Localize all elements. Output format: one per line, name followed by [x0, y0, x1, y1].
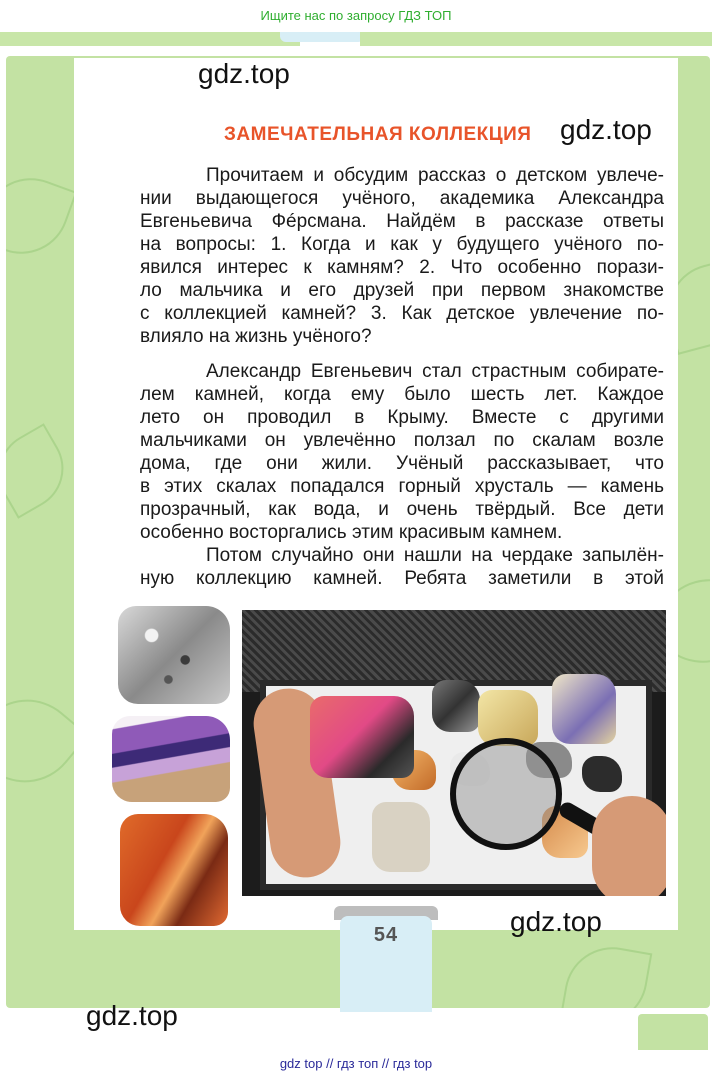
right-hand [592, 796, 666, 896]
rock [432, 680, 480, 732]
banner-text[interactable]: Ищите нас по запросу ГДЗ ТОП [260, 8, 452, 23]
fluorite-stone-image [112, 716, 230, 802]
blue-tab-top [280, 32, 364, 42]
text-line: Евгеньевича Фéрсмана. Найдём в рассказе ответы [140, 211, 664, 232]
jasper-stone-image [120, 814, 228, 926]
section-title: ЗАМЕЧАТЕЛЬНАЯ КОЛЛЕКЦИЯ [224, 124, 532, 145]
green-edge-left [0, 32, 300, 46]
top-page-edge [0, 32, 712, 46]
text-line: дома, где они жили. Учёный рассказывает, что [140, 453, 664, 474]
story-paragraph [140, 360, 664, 544]
watermark: gdz.top [560, 114, 652, 145]
leaf-decoration [560, 940, 653, 1008]
green-edge-right [360, 32, 712, 46]
top-banner[interactable] [0, 0, 712, 32]
rock [552, 674, 616, 744]
green-edge-bottom [638, 1014, 708, 1050]
page-content [74, 58, 678, 930]
text-line: Потом случайно они нашли на чердаке запылён- [206, 545, 664, 566]
text-line: мальчиками он увлечённо ползал по скалам возле [140, 430, 664, 451]
rock [372, 802, 430, 872]
text-line: особенно восторгались этим красивым камнем. [140, 522, 563, 543]
leaf-decoration [6, 423, 79, 519]
text-line: нии выдающегося учёного, академика Александра [140, 188, 664, 209]
text-line: лем камней, когда ему было шесть лет. Каждое [140, 384, 664, 405]
story-paragraph-continued [140, 544, 664, 590]
text-line: Александр Евгеньевич стал страстным собирате- [206, 361, 664, 382]
watermark: gdz.top [198, 58, 290, 89]
footer[interactable] [0, 1052, 712, 1082]
textbook-page [6, 56, 710, 1008]
intro-paragraph [140, 164, 664, 348]
pink-rock-in-hand [310, 696, 414, 778]
granite-stone-image [118, 606, 230, 704]
text-line: в этих скалах попадался горный хрусталь — камень [140, 476, 664, 497]
watermark: gdz.top [86, 1000, 178, 1031]
page-number: 54 [373, 924, 399, 946]
text-line: явился интерес к камням? 2. Что особенно порази- [140, 257, 664, 278]
stone-collection-photo [242, 610, 666, 896]
text-line: ло мальчика и его друзей при первом знакомстве [140, 280, 664, 301]
text-line: влияло на жизнь учёного? [140, 326, 372, 347]
text-line: ную коллекцию камней. Ребята заметили в этой [140, 568, 664, 589]
rock [582, 756, 622, 792]
magnifying-glass [450, 738, 562, 850]
watermark: gdz.top [510, 906, 602, 937]
text-line: с коллекцией камней? 3. Как детское увлечение по- [140, 303, 664, 324]
leaf-decoration [6, 165, 77, 268]
text-line: на вопросы: 1. Когда и как у будущего учёного по- [140, 234, 664, 255]
text-line: Прочитаем и обсудим рассказ о детском увлече- [206, 165, 664, 186]
text-line: лето он проводил в Крыму. Вместе с другими [140, 407, 664, 428]
text-line: прозрачный, как вода, и очень твёрдый. Все дети [140, 499, 664, 520]
footer-links[interactable]: gdz top // гдз топ // гдз top [279, 1056, 433, 1071]
